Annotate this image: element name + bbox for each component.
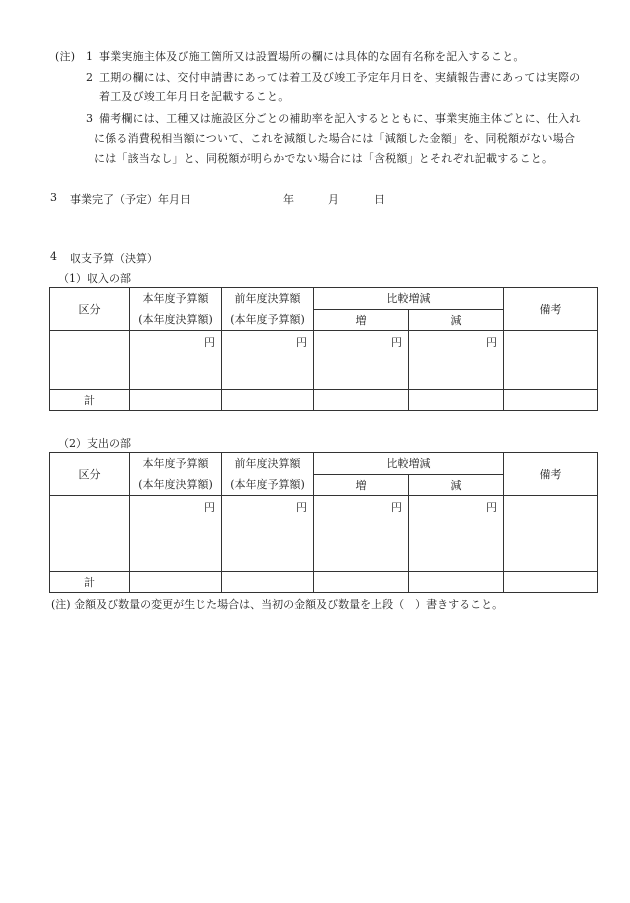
section3-day: 日 [374, 193, 385, 206]
income-total-increase [314, 390, 409, 411]
income-unit-decrease: 円 [409, 331, 504, 390]
expense-header-current-year-line2: (本年度決算額) [138, 478, 213, 491]
income-header-comparison: 比較増減 [314, 288, 504, 310]
section3-month: 月 [328, 193, 339, 206]
income-header-previous-year-line2: (本年度予算額) [230, 313, 305, 326]
expense-header-previous-year-line1: 前年度決算額 [234, 457, 301, 470]
income-total-decrease [409, 390, 504, 411]
note-2-number: 2 [86, 71, 94, 84]
expense-header-remarks: 備考 [504, 453, 598, 496]
note-1-text: 事業実施主体及び施工箇所又は設置場所の欄には具体的な固有名称を記入すること。 [99, 50, 525, 63]
expense-section-label: （2）支出の部 [58, 437, 131, 450]
note-3-text-line2: に係る消費税相当額について、これを減額した場合には「減額した金額」を、同税額がない場合 [94, 132, 576, 145]
income-unit-previous: 円 [222, 331, 314, 390]
expense-total-previous [222, 572, 314, 593]
note-2-text-line1: 工期の欄には、交付申請書にあっては着工及び竣工予定年月日を、実績報告書にあっては実際の [99, 71, 581, 84]
section4-number: 4 [50, 250, 57, 263]
expense-total-label: 計 [50, 572, 130, 593]
section3-year: 年 [283, 193, 294, 206]
income-total-remarks [504, 390, 598, 411]
expense-header-category: 区分 [50, 453, 130, 496]
notes-label: (注) [55, 50, 76, 63]
expense-unit-decrease: 円 [409, 496, 504, 572]
expense-header-increase: 増 [314, 474, 409, 496]
footnote: (注) 金額及び数量の変更が生じた場合は、当初の金額及び数量を上段（ ）書きすること。 [51, 598, 504, 611]
note-3-number: 3 [86, 112, 94, 125]
section4-label: 収支予算（決算） [70, 252, 158, 265]
income-header-decrease: 減 [409, 309, 504, 331]
income-header-previous-year-line1: 前年度決算額 [234, 292, 301, 305]
expense-total-increase [314, 572, 409, 593]
expense-total-current [130, 572, 222, 593]
expense-header-previous-year-line2: (本年度予算額) [230, 478, 305, 491]
note-3-text-line1: 備考欄には、工種又は施設区分ごとの補助率を記入するとともに、事業実施主体ごとに、仕入れ [99, 112, 581, 125]
income-header-remarks: 備考 [504, 288, 598, 331]
note-2-text-line2: 着工及び竣工年月日を記載すること。 [99, 90, 290, 103]
note-1-number: 1 [86, 50, 94, 63]
income-body-remarks [504, 331, 598, 390]
expense-header-current-year [130, 453, 222, 496]
expense-total-remarks [504, 572, 598, 593]
expense-unit-current: 円 [130, 496, 222, 572]
expense-body-remarks [504, 496, 598, 572]
income-body-category [50, 331, 130, 390]
expense-unit-previous: 円 [222, 496, 314, 572]
expense-header-comparison: 比較増減 [314, 453, 504, 475]
income-header-previous-year [222, 288, 314, 331]
income-table [49, 287, 598, 411]
expense-header-decrease: 減 [409, 474, 504, 496]
income-unit-current: 円 [130, 331, 222, 390]
income-header-current-year-line2: (本年度決算額) [138, 313, 213, 326]
income-header-current-year [130, 288, 222, 331]
expense-unit-increase: 円 [314, 496, 409, 572]
expense-header-current-year-line1: 本年度予算額 [142, 457, 209, 470]
income-header-category: 区分 [50, 288, 130, 331]
note-3-text-line3: には「該当なし」と、同税額が明らかでない場合には「含税額」とそれぞれ記載すること。 [94, 152, 554, 165]
income-section-label: （1）収入の部 [58, 272, 131, 285]
income-total-current [130, 390, 222, 411]
income-total-label: 計 [50, 390, 130, 411]
expense-header-previous-year [222, 453, 314, 496]
expense-body-category [50, 496, 130, 572]
income-total-previous [222, 390, 314, 411]
expense-table [49, 452, 598, 593]
section3-number: 3 [50, 191, 57, 204]
income-header-current-year-line1: 本年度予算額 [142, 292, 209, 305]
income-header-increase: 増 [314, 309, 409, 331]
section3-label: 事業完了（予定）年月日 [70, 193, 191, 206]
income-unit-increase: 円 [314, 331, 409, 390]
expense-total-decrease [409, 572, 504, 593]
